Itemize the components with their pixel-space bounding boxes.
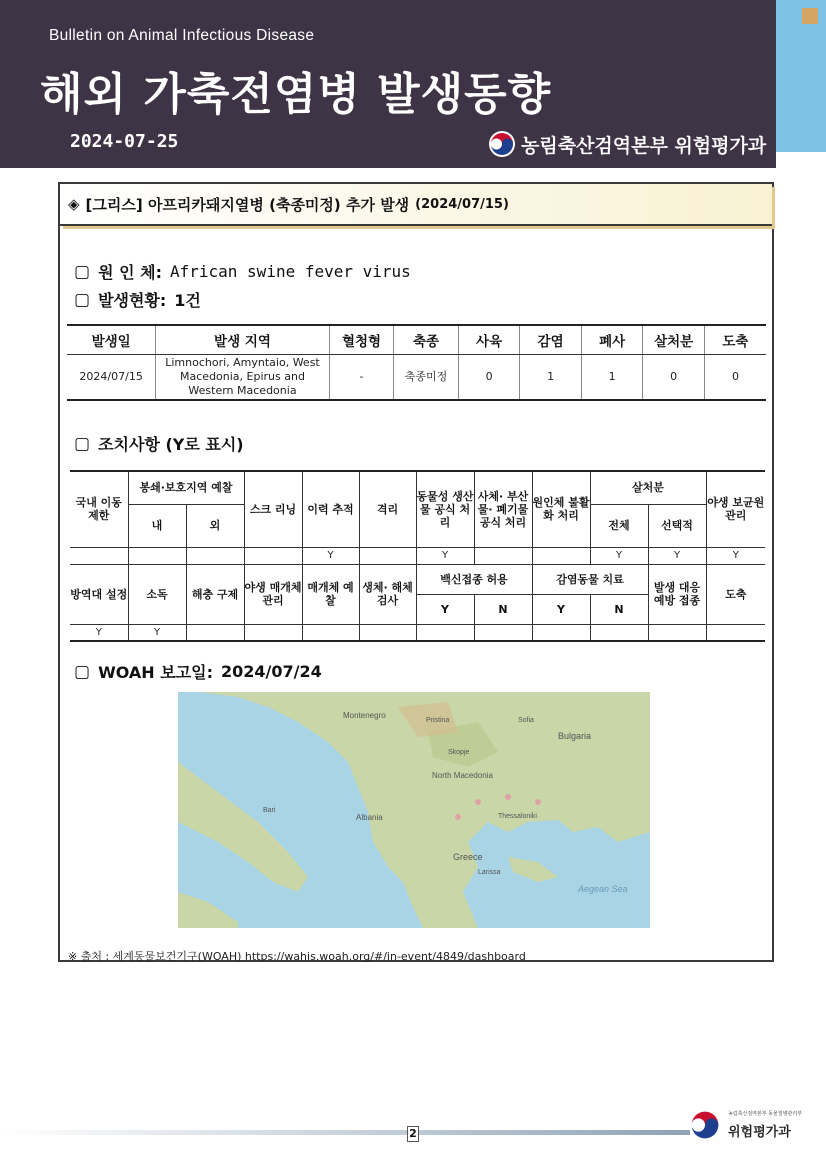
footer-logo <box>688 1108 802 1142</box>
footer-bar <box>0 1130 690 1135</box>
table-cell: Limnochori, Amyntaio, West Macedonia, Epirus and Western Macedonia <box>156 354 329 400</box>
map-label: Aegean Sea <box>578 884 628 894</box>
map-label: Albania <box>356 813 383 822</box>
column-header: 발생 지역 <box>156 325 329 354</box>
table-cell <box>474 624 532 641</box>
status-label: 발생현황: <box>98 291 167 310</box>
table-cell <box>648 624 706 641</box>
header-accent-blue <box>776 0 826 152</box>
header-wild-vector: 야생 매개체 관리 <box>244 564 302 624</box>
header-zone: 봉쇄·보호지역 예찰 <box>128 471 244 504</box>
map-label: Skopje <box>448 749 470 756</box>
page-number: 2 <box>407 1126 419 1142</box>
header-inactivation: 원인체 불활화 처리 <box>532 471 590 547</box>
map-label: Pristina <box>426 717 450 724</box>
table-row <box>70 547 765 564</box>
map-label: Bari <box>263 807 276 814</box>
taegeuk-emblem-icon <box>688 1108 722 1142</box>
source-note: ※ 출처 : 세계동물보건기구(WOAH) https://wahis.woah.org/#/in-event/4849/dashboard <box>68 950 526 963</box>
header-culling-selective: 선택적 <box>648 504 706 547</box>
footer-org-big: 위험평가과 <box>728 1125 791 1140</box>
table-cell: 2024/07/15 <box>67 354 156 400</box>
org-name: 농림축산검역본부 위험평가과 <box>521 134 767 157</box>
map-svg <box>178 692 650 928</box>
measures-table <box>70 470 765 642</box>
table-cell: Y <box>590 547 648 564</box>
table-cell <box>416 624 474 641</box>
column-header: 축종 <box>394 325 459 354</box>
column-header: 폐사 <box>581 325 643 354</box>
table-cell: Y <box>648 547 706 564</box>
header-treatment-y: Y <box>532 594 590 624</box>
header-zone-out: 외 <box>186 504 244 547</box>
header-domestic: 국내 이동 제한 <box>70 471 128 547</box>
taegeuk-emblem-icon <box>488 130 516 158</box>
column-header: 사육 <box>458 325 520 354</box>
table-cell: Y <box>128 624 186 641</box>
table-cell: - <box>329 354 394 400</box>
pathogen-line <box>74 260 411 283</box>
table-row <box>67 354 766 400</box>
table-cell <box>532 624 590 641</box>
bulletin-subtitle: Bulletin on Animal Infectious Disease <box>49 27 315 44</box>
table-row <box>70 624 765 641</box>
header-screening: 스크 리닝 <box>244 471 302 547</box>
header-culling-all: 전체 <box>590 504 648 547</box>
map-label: Bulgaria <box>558 731 592 741</box>
status-line <box>74 288 201 311</box>
table-cell <box>244 624 302 641</box>
table-cell: 0 <box>458 354 520 400</box>
footer-org-small: 농림축산검역본부 동물질병관리부 <box>728 1111 803 1117</box>
header-banner <box>0 0 776 168</box>
header-vector-surveillance: 매개체 예찰 <box>302 564 359 624</box>
woah-line <box>74 660 322 683</box>
report-box <box>58 182 774 962</box>
measures-line <box>74 432 244 455</box>
page-title: 해외 가축전염병 발생동향 <box>40 69 552 120</box>
header-disinfect: 소독 <box>128 564 186 624</box>
table-cell: Y <box>416 547 474 564</box>
pathogen-label: 원 인 체: <box>98 263 162 282</box>
table-cell: 축종미정 <box>394 354 459 400</box>
header-vaccine: 백신접종 허용 <box>416 564 532 594</box>
report-heading-text: [그리스] 아프리카돼지열병 (축종미정) 추가 발생 <box>85 195 410 214</box>
org-label <box>488 130 766 158</box>
header-tracing: 이력 추적 <box>302 471 359 547</box>
table-cell <box>70 547 128 564</box>
column-header: 발생일 <box>67 325 156 354</box>
header-wildlife: 야생 보균원 관리 <box>706 471 765 547</box>
outbreak-header-row <box>67 325 766 354</box>
header-vaccine-y: Y <box>416 594 474 624</box>
table-cell <box>532 547 590 564</box>
header-culling: 살처분 <box>590 471 706 504</box>
header-products: 동물성 생산물 공식 처리 <box>416 471 474 547</box>
table-cell: 1 <box>520 354 582 400</box>
report-heading <box>60 184 772 226</box>
column-header: 살처분 <box>643 325 705 354</box>
map-label: Greece <box>453 852 483 862</box>
header-postmortem: 생체· 해체 검사 <box>359 564 416 624</box>
table-cell <box>474 547 532 564</box>
table-cell <box>128 547 186 564</box>
outbreak-table <box>67 324 766 401</box>
column-header: 도축 <box>704 325 766 354</box>
table-cell: Y <box>706 547 765 564</box>
column-header: 혈청형 <box>329 325 394 354</box>
column-header: 감염 <box>520 325 582 354</box>
table-cell <box>359 547 416 564</box>
map-label: Montenegro <box>343 711 386 720</box>
header-accent-tan <box>802 8 818 24</box>
outbreak-marker <box>455 814 461 820</box>
woah-label: WOAH 보고일: <box>98 663 213 682</box>
woah-date: 2024/07/24 <box>221 662 322 681</box>
outbreak-marker <box>535 799 541 805</box>
issue-date: 2024-07-25 <box>70 131 179 152</box>
table-cell: 1 <box>581 354 643 400</box>
table-cell: Y <box>70 624 128 641</box>
header-zoning: 방역대 설정 <box>70 564 128 624</box>
table-cell <box>706 624 765 641</box>
outbreak-marker <box>505 794 511 800</box>
header-vaccine-n: N <box>474 594 532 624</box>
header-prevent: 발생 대응 예방 접종 <box>648 564 706 624</box>
outbreak-marker <box>475 799 481 805</box>
pathogen-value: African swine fever virus <box>169 262 411 281</box>
table-cell <box>244 547 302 564</box>
table-cell: Y <box>302 547 359 564</box>
header-zone-in: 내 <box>128 504 186 547</box>
map-label: Sofia <box>518 717 534 724</box>
checkbox-square-icon: ▢ <box>74 261 91 282</box>
map-label: Thessaloniki <box>498 813 537 820</box>
checkbox-square-icon: ▢ <box>74 661 91 682</box>
diamond-icon: ◈ <box>68 195 80 213</box>
checkbox-square-icon: ▢ <box>74 289 91 310</box>
table-cell <box>186 624 244 641</box>
header-treatment-n: N <box>590 594 648 624</box>
checkbox-square-icon: ▢ <box>74 433 91 454</box>
header-carcass: 사체· 부산물· 폐기물 공식 처리 <box>474 471 532 547</box>
status-count: 1건 <box>174 291 201 310</box>
outbreak-map <box>178 692 650 928</box>
map-label: North Macedonia <box>432 771 493 780</box>
header-slaughter: 도축 <box>706 564 765 624</box>
map-label: Larissa <box>478 869 501 876</box>
table-cell <box>359 624 416 641</box>
table-cell <box>186 547 244 564</box>
header-vector: 해충 구제 <box>186 564 244 624</box>
header-treatment: 감염동물 치료 <box>532 564 648 594</box>
table-cell <box>590 624 648 641</box>
table-cell: 0 <box>643 354 705 400</box>
table-cell <box>302 624 359 641</box>
table-cell: 0 <box>731 369 739 383</box>
report-heading-date: (2024/07/15) <box>415 196 509 212</box>
header-quarantine: 격리 <box>359 471 416 547</box>
measures-label: 조치사항 (Y로 표시) <box>98 435 244 454</box>
